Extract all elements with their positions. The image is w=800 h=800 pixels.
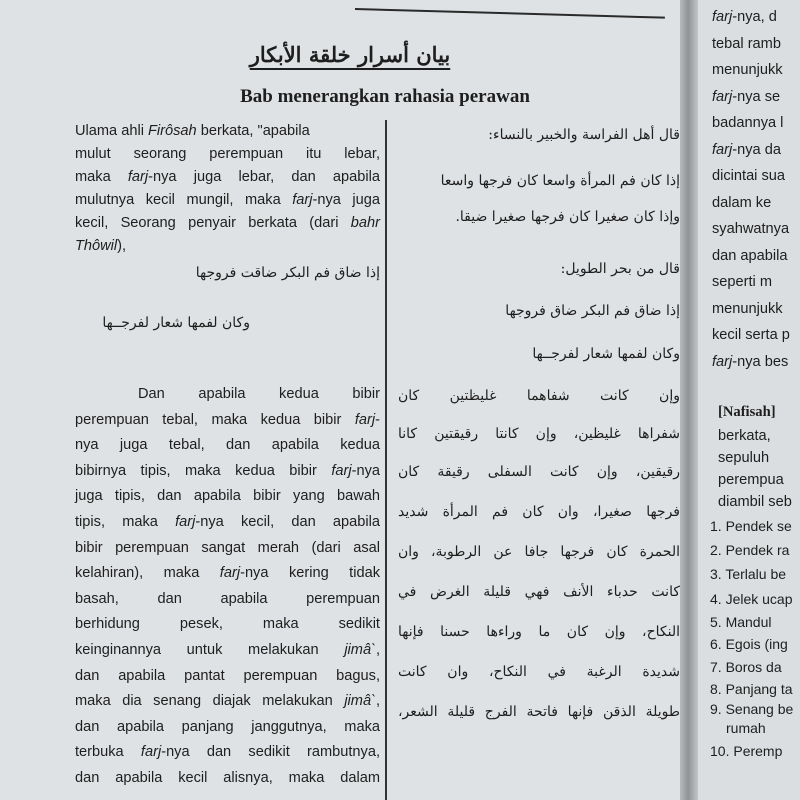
- right-page-line: dalam ke: [712, 194, 772, 211]
- paragraph-line: berhidung pesek, maka sedikit: [75, 616, 380, 633]
- paragraph-line: kelahiran), maka farj-nya kering tidak: [75, 565, 381, 582]
- paragraph-line: maka farj-nya juga lebar, dan apabila: [75, 169, 380, 185]
- paragraph-line: kecil, Seorang penyair berkata (dari bahr: [75, 215, 380, 231]
- paragraph-line: terbuka farj-nya dan sedikit rambutnya,: [75, 744, 381, 761]
- paragraph-line: keinginannya untuk melakukan jimâ`,: [75, 642, 380, 658]
- right-page-line: farj-nya bes: [712, 353, 789, 370]
- right-page-line: syahwatnya: [712, 221, 790, 237]
- right-page-line: farj-nya da: [712, 141, 781, 158]
- right-page-line: badannya l: [712, 115, 784, 131]
- list-item: 5. Mandul: [710, 614, 772, 630]
- paragraph-line: Dan apabila kedua bibir: [138, 386, 380, 402]
- arabic-text-line: قال من بحر الطويل:: [560, 261, 680, 277]
- list-item: 10. Peremp: [710, 743, 783, 759]
- right-page-line: seperti m: [712, 274, 773, 290]
- paragraph-line: dan apabila kecil alisnya, maka dalam: [75, 770, 380, 786]
- list-item: 9. Senang be: [710, 701, 794, 717]
- paragraph-line: tipis, maka farj-nya kecil, dan apabila: [75, 514, 380, 530]
- paragraph-line: dan apabila pantat perempuan bagus,: [75, 667, 380, 684]
- right-page-line: dicintai sua: [712, 168, 786, 184]
- arabic-text-line: كانت حدباء الأنف فهي قليلة الغرض في: [398, 584, 680, 600]
- column-divider: [385, 120, 387, 800]
- paragraph-line: basah, dan apabila perempuan: [75, 590, 380, 607]
- verse-line: إذا ضاق فم البكر ضاقت فروجها: [195, 265, 380, 281]
- right-page-line: menunjukk: [712, 300, 783, 317]
- book-gutter: [680, 0, 698, 800]
- right-page-line: perempua: [718, 472, 784, 488]
- arabic-text-line: قال أهل الفراسة والخبير بالنساء:: [488, 127, 680, 143]
- list-item: rumah: [726, 720, 766, 736]
- paragraph-line: juga tipis, dan apabila bibir yang bawah: [75, 488, 380, 505]
- list-item: 1. Pendek se: [710, 518, 792, 534]
- verse-line: وكان لفمها شعار لفرجــها: [102, 315, 250, 331]
- arabic-text-line: وإن كانت شفاهما غليظتين كان: [398, 388, 680, 404]
- right-page-line: farj-nya se: [712, 88, 781, 105]
- top-rule: [355, 8, 665, 19]
- list-item: 6. Egois (ing: [710, 636, 788, 652]
- arabic-text-line: النكاح، وإن كان ما وراءها حسنا فإنها: [398, 624, 680, 640]
- right-page-line: farj-nya, d: [712, 9, 777, 25]
- paragraph-line: bibirnya tipis, maka kedua bibir farj-nya: [75, 462, 380, 479]
- arabic-chapter-title: بيان أسرار خلقة الأبكار: [249, 42, 451, 67]
- right-page: [698, 0, 800, 800]
- paragraph-line: perempuan tebal, maka kedua bibir farj-: [75, 411, 380, 428]
- right-page-line: menunjukk: [712, 62, 783, 78]
- list-item: 8. Panjang ta: [710, 681, 793, 697]
- paragraph-line: Ulama ahli Firôsah berkata, "apabila: [75, 123, 310, 139]
- list-item: 2. Pendek ra: [710, 542, 790, 558]
- arabic-text-line: فرجها صغيرا، وان كان فم المرأة شديد: [398, 504, 680, 520]
- right-page-line: dan apabila: [712, 247, 788, 264]
- paragraph-line: nya juga tebal, dan apabila kedua: [75, 437, 380, 454]
- arabic-text-line: رقيقين، وإن كانت السفلى رقيقة كان: [398, 464, 680, 480]
- list-item: 7. Boros da: [710, 659, 782, 675]
- arabic-text-line: شفراها غليظين، وإن كانتا رقيقتين كانا: [398, 426, 680, 442]
- paragraph-line: dan apabila panjang janggutnya, maka: [75, 718, 380, 735]
- chapter-title: Bab menerangkan rahasia perawan: [240, 86, 530, 107]
- arabic-text-line: إذا كان فم المرأة واسعا كان فرجها واسعا: [440, 173, 680, 189]
- arabic-text-line: وكان لفمها شعار لفرجــها: [532, 346, 680, 362]
- right-page-line: kecil serta p: [712, 327, 790, 343]
- paragraph-line: maka dia senang diajak melakukan jimâ`,: [75, 693, 380, 710]
- arabic-text-line: إذا ضاق فم البكر ضاق فروجها: [505, 303, 680, 319]
- nafisah-label: [Nafisah]: [718, 404, 776, 420]
- right-page-line: diambil seb: [718, 494, 792, 510]
- paragraph-line: bibir perempuan sangat merah (dari asal: [75, 539, 380, 556]
- list-item: 4. Jelek ucap: [710, 591, 793, 607]
- right-page-line: tebal ramb: [712, 35, 781, 52]
- right-page-line: berkata,: [718, 428, 771, 444]
- arabic-text-line: طويلة الذقن فإنها فاتحة الفرج قليلة الشعر،: [398, 704, 680, 720]
- list-item: 3. Terlalu be: [710, 566, 787, 582]
- paragraph-line: mulutnya kecil mungil, maka farj-nya juga: [75, 192, 380, 208]
- paragraph-line: Thôwil),: [75, 238, 127, 254]
- arabic-text-line: وإذا كان صغيرا كان فرجها صغيرا ضيقا.: [455, 209, 680, 225]
- right-page-line: sepuluh: [718, 450, 770, 466]
- arabic-text-line: شديدة الرغبة في النكاح، وان كانت: [398, 664, 680, 680]
- paragraph-line: mulut seorang perempuan itu lebar,: [75, 146, 380, 162]
- arabic-text-line: الحمرة كان فرجها جافا عن الرطوبة، وان: [398, 544, 680, 560]
